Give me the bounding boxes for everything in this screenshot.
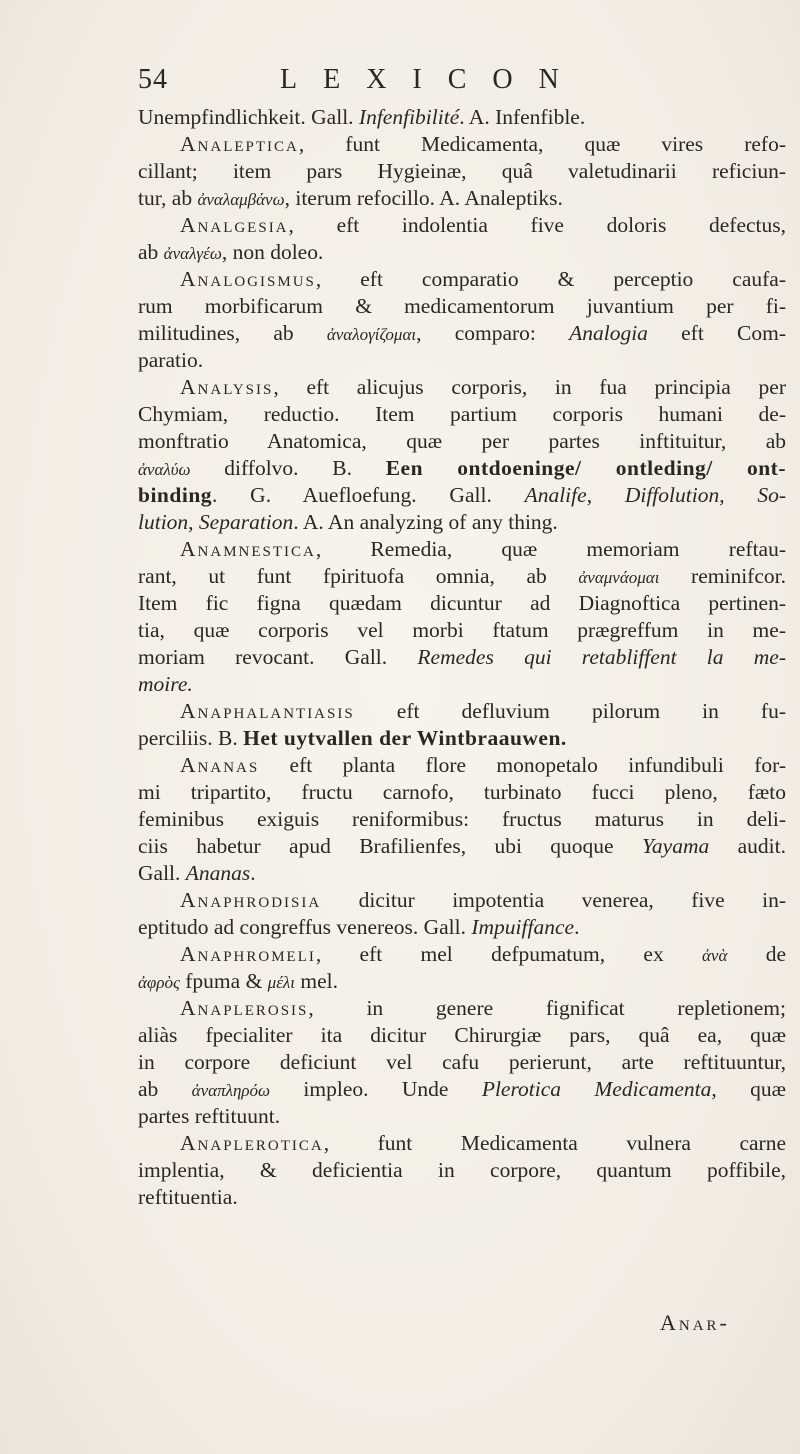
text-line [138, 266, 786, 293]
entry-headword: Anamnestica [180, 537, 316, 561]
text-line [138, 1130, 786, 1157]
entry-headword: Analeptica [180, 132, 299, 156]
text-run: , iterum refocillo. A. Analeptiks. [284, 186, 563, 210]
entry-headword: Anaphalantiasis [180, 699, 355, 723]
body-text [138, 104, 786, 1211]
text-run: Ananas [185, 861, 251, 885]
text-run: , [188, 510, 199, 534]
text-run: , comparo: [416, 321, 570, 345]
text-run: rum morbificarum & medicamentorum juvantium per fi- [138, 294, 786, 318]
running-title: LEXICON [280, 64, 585, 95]
text-run: diffolvo. B. [190, 456, 386, 480]
text-run: , eft mel defpumatum, ex [315, 942, 702, 966]
text-run: Gall. [138, 861, 186, 885]
greek-term: ἀναλύω [138, 460, 191, 479]
text-run: moire. [138, 672, 193, 696]
text-line [138, 509, 786, 536]
text-run: mi tripartito, fructu carnofo, turbinato fucci pleno, fæto [138, 780, 786, 804]
text-line [138, 320, 786, 347]
text-line [138, 860, 786, 887]
greek-term: μέλι [267, 973, 295, 992]
text-line [138, 158, 786, 185]
text-run: , eft comparatio & perceptio caufa- [315, 267, 786, 291]
text-line [138, 968, 786, 995]
greek-term: ἀναλογίζομαι [326, 325, 417, 344]
text-run: in corpore deficiunt vel cafu perierunt, arte reftituuntur, [138, 1050, 786, 1074]
entry-headword: Anaphrodisia [180, 888, 322, 912]
text-run: , [586, 483, 625, 507]
text-line [138, 644, 786, 671]
text-line [138, 698, 786, 725]
text-run: . G. Auefloefung. Gall. [212, 483, 525, 507]
text-line [138, 806, 786, 833]
greek-term: ἀναλγέω [163, 244, 222, 263]
text-run: rant, ut funt fpirituofa omnia, ab [138, 564, 579, 588]
text-line [138, 185, 786, 212]
text-run: eft Com- [647, 321, 786, 345]
text-run: eft defluvium pilorum in fu- [354, 699, 786, 723]
text-line [138, 914, 786, 941]
text-line [138, 725, 786, 752]
text-run: eptitudo ad congreffus venereos. Gall. [138, 915, 472, 939]
text-line [138, 401, 786, 428]
text-line [138, 293, 786, 320]
entry-headword: Analogismus [180, 267, 316, 291]
text-run: Het uytvallen der Wintbraauwen. [243, 726, 567, 750]
text-run: , in genere fignificat repletionem; [308, 996, 786, 1020]
text-line [138, 239, 786, 266]
text-run: mel. [295, 969, 338, 993]
text-line [138, 995, 786, 1022]
text-run: Item fic figna quædam dicuntur ad Diagnoftica pertinen- [138, 591, 786, 615]
text-run: Analife [524, 483, 587, 507]
text-run: de [727, 942, 786, 966]
text-run: lution [138, 510, 189, 534]
text-run: ab [138, 240, 164, 264]
text-run: impleo. Unde [270, 1077, 482, 1101]
text-run: reftituentia. [138, 1185, 238, 1209]
text-line [138, 212, 786, 239]
text-line [138, 1022, 786, 1049]
text-run: partes reftituunt. [138, 1104, 281, 1128]
text-line [138, 374, 786, 401]
text-run: tur, ab [138, 186, 198, 210]
entry-headword: Anaphromeli [180, 942, 316, 966]
text-run: , quæ [711, 1077, 786, 1101]
text-run: implentia, & deficientia in corpore, quantum poffibile, [138, 1158, 786, 1182]
text-line [138, 428, 786, 455]
text-line [138, 941, 786, 968]
text-line [138, 1184, 786, 1211]
text-run: feminibus exiguis reniformibus: fructus maturus in deli- [138, 807, 786, 831]
text-run: Chymiam, reductio. Item partium corporis humani de- [138, 402, 786, 426]
entry-headword: Anaplerotica [180, 1131, 324, 1155]
text-line [138, 347, 786, 374]
text-line [138, 536, 786, 563]
text-run: eft planta flore monopetalo infundibuli for- [259, 753, 786, 777]
text-run: , Remedia, quæ memoriam reftau- [315, 537, 786, 561]
text-line [138, 563, 786, 590]
text-run: , [719, 483, 758, 507]
greek-term: ἀνὰ [702, 946, 728, 965]
text-run: Yayama [641, 834, 710, 858]
text-run: tia, quæ corporis vel morbi ftatum prægreffum in me- [138, 618, 786, 642]
greek-term: ἀναμνάομαι [578, 568, 660, 587]
text-run: binding [138, 483, 213, 507]
text-run: Een ontdoeninge/ ontleding/ ont- [385, 456, 786, 480]
entry-headword: Analgesia [180, 213, 289, 237]
text-run: Remedes qui retabliffent la me- [417, 645, 786, 669]
text-run: fpuma & [179, 969, 268, 993]
text-run: reminifcor. [659, 564, 786, 588]
entry-headword: Anaplerosis [180, 996, 309, 1020]
text-run: audit. [709, 834, 786, 858]
text-run: Diffolution [624, 483, 720, 507]
text-line [138, 482, 786, 509]
text-run: . [574, 915, 580, 939]
text-run: . A. An analyzing of any thing. [293, 510, 558, 534]
text-line [138, 887, 786, 914]
text-line [138, 779, 786, 806]
text-run: , eft alicujus corporis, in fua principia per [273, 375, 786, 399]
text-line [138, 1157, 786, 1184]
text-line [138, 1103, 786, 1130]
text-run: perciliis. B. [138, 726, 244, 750]
text-run: paratio. [138, 348, 204, 372]
text-run: moriam revocant. Gall. [138, 645, 418, 669]
text-run: aliàs fpecialiter ita dicitur Chirurgiæ pars, quâ ea, quæ [138, 1023, 786, 1047]
text-run: Plerotica Medicamenta [481, 1077, 712, 1101]
text-run: Analogia [569, 321, 648, 345]
text-run: Unempfindlichkeit. Gall. [138, 105, 359, 129]
text-run: Infenfibilité [358, 105, 460, 129]
text-line [138, 617, 786, 644]
text-line [138, 1076, 786, 1103]
text-line [138, 104, 786, 131]
text-run: Separation [198, 510, 294, 534]
text-run: ab [138, 1077, 192, 1101]
text-run: Impuiffance [471, 915, 575, 939]
text-line [138, 455, 786, 482]
page-number: 54 [138, 64, 168, 95]
catchword: Anar- [660, 1310, 730, 1335]
text-line [138, 752, 786, 779]
text-line [138, 833, 786, 860]
text-run: , non doleo. [221, 240, 324, 264]
text-run: . A. Infenfible. [459, 105, 586, 129]
greek-term: ἀναλαμβάνω [197, 190, 285, 209]
text-line [138, 131, 786, 158]
text-line [138, 1049, 786, 1076]
text-run: , eft indolentia five doloris defectus, [288, 213, 786, 237]
text-run: So- [757, 483, 786, 507]
entry-headword: Ananas [180, 753, 260, 777]
text-run: monftratio Anatomica, quæ per partes inftituitur, ab [138, 429, 786, 453]
text-run: , funt Medicamenta, quæ vires refo- [298, 132, 786, 156]
text-run: , funt Medicamenta vulnera carne [323, 1131, 786, 1155]
greek-term: ἀναπληρόω [191, 1081, 271, 1100]
text-run: militudines, ab [138, 321, 327, 345]
text-line [138, 590, 786, 617]
text-run: dicitur impotentia venerea, five in- [321, 888, 786, 912]
greek-term: ἀφρὸς [138, 973, 180, 992]
text-run: ciis habetur apud Brafilienfes, ubi quoque [138, 834, 642, 858]
page-header [138, 64, 778, 100]
entry-headword: Analysis [180, 375, 274, 399]
text-line [138, 671, 786, 698]
text-run: . [250, 861, 256, 885]
text-run: cillant; item pars Hygieinæ, quâ valetudinarii reficiun- [138, 159, 786, 183]
